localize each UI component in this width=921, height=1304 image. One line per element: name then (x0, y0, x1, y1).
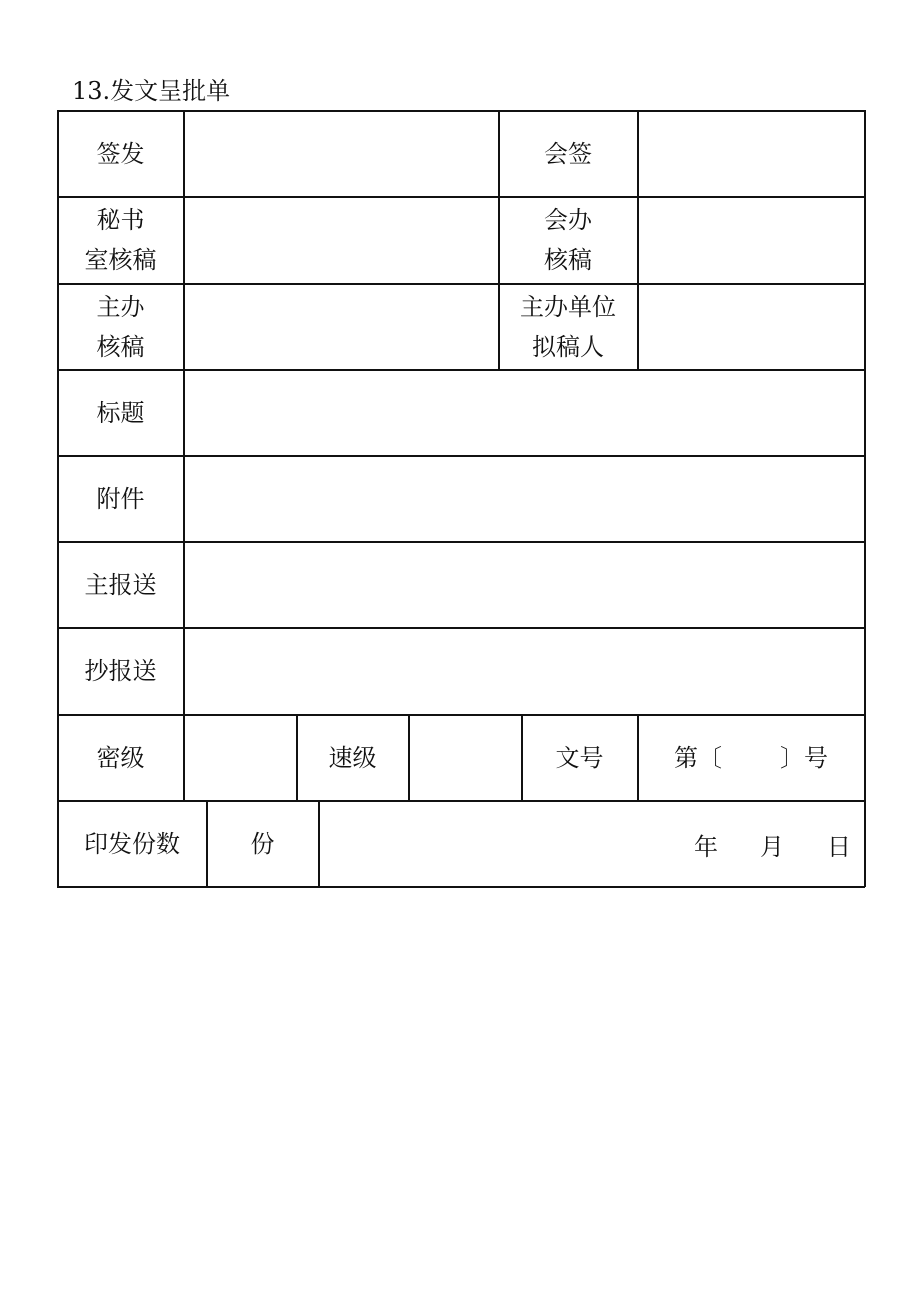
label-line: 核稿 (544, 246, 592, 274)
cc-recipient-field[interactable] (184, 628, 864, 714)
label-line: 拟稿人 (532, 332, 604, 361)
drafter-field[interactable] (638, 284, 864, 369)
label-document-number: 文号 (555, 743, 604, 772)
label-print-copies: 印发份数 (84, 829, 180, 858)
table-line (57, 886, 865, 888)
label-cc-recipient: 抄报送 (84, 657, 157, 685)
label-main-recipient: 主报送 (84, 570, 157, 599)
label-line: 会办 (544, 206, 592, 234)
label-drafter (499, 284, 637, 369)
document-title: 13.发文呈批单 (72, 77, 231, 105)
countersign-field[interactable] (638, 111, 864, 196)
docnum-suffix: 〕号 (780, 743, 828, 772)
label-secretariat-review (58, 197, 183, 283)
label-line: 秘书 (96, 206, 145, 234)
table-line (864, 110, 866, 887)
date-month-label: 月 (760, 832, 784, 861)
title-field[interactable] (184, 370, 864, 455)
label-line: 主办单位 (520, 292, 616, 321)
main-recipient-field[interactable] (184, 542, 864, 627)
label-attachment: 附件 (96, 484, 145, 513)
label-title: 标题 (96, 398, 145, 427)
date-day-label: 日 (827, 832, 851, 861)
label-secrecy-level: 密级 (96, 743, 145, 772)
label-line: 核稿 (96, 332, 145, 361)
docnum-prefix: 第〔 (674, 743, 722, 772)
label-host-review (58, 284, 183, 369)
label-urgency-level: 速级 (328, 743, 377, 772)
label-sign-issue: 签发 (96, 139, 145, 168)
label-countersign: 会签 (544, 139, 592, 168)
host-review-field[interactable] (184, 284, 498, 369)
copies-unit[interactable]: 份 (250, 829, 275, 858)
sign-issue-field[interactable] (184, 111, 498, 196)
joint-review-field[interactable] (638, 197, 864, 283)
label-line: 主办 (96, 292, 145, 321)
secrecy-level-field[interactable] (184, 715, 296, 800)
urgency-level-field[interactable] (409, 715, 521, 800)
label-joint-review (499, 197, 637, 283)
secretariat-review-field[interactable] (184, 197, 498, 283)
document-number-field[interactable] (638, 715, 864, 800)
label-line: 室核稿 (84, 246, 157, 274)
attachment-field[interactable] (184, 456, 864, 541)
date-year-label: 年 (694, 832, 718, 861)
